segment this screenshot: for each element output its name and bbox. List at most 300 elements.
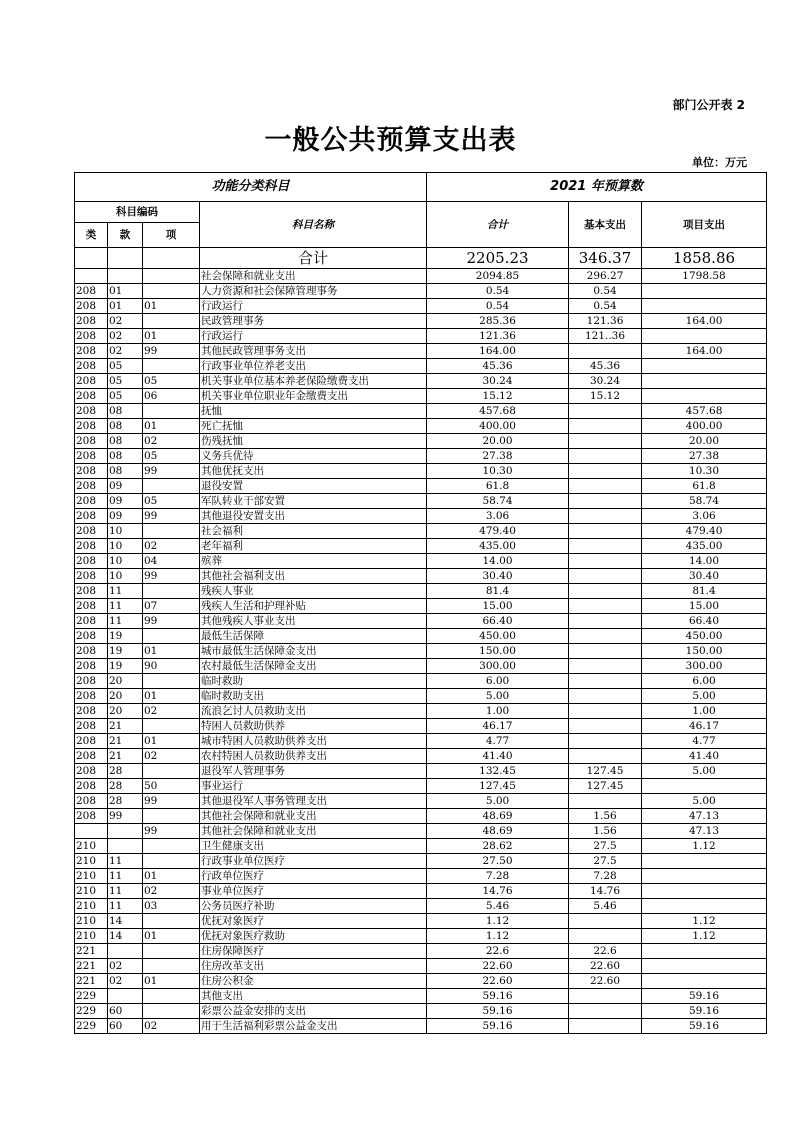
project-cell: 30.40	[642, 569, 767, 584]
project-cell	[642, 389, 767, 404]
subject-name-cell: 退役安置	[200, 479, 427, 494]
item-cell: 01	[143, 734, 200, 749]
total-cell: 27.38	[427, 449, 569, 464]
subject-name-cell: 优抚对象医疗	[200, 914, 427, 929]
basic-cell	[569, 569, 642, 584]
table-row	[75, 749, 767, 764]
total-cell: 457.68	[427, 404, 569, 419]
item-cell	[143, 944, 200, 959]
class-cell: 210	[75, 869, 108, 884]
project-cell: 61.8	[642, 479, 767, 494]
project-cell: 81.4	[642, 584, 767, 599]
item-cell	[143, 959, 200, 974]
table-row	[75, 929, 767, 944]
project-cell: 164.00	[642, 314, 767, 329]
class-cell: 208	[75, 629, 108, 644]
class-cell: 208	[75, 569, 108, 584]
table-row	[75, 629, 767, 644]
subject-name-cell: 事业运行	[200, 779, 427, 794]
project-cell: 5.00	[642, 689, 767, 704]
total-cell: 22.60	[427, 959, 569, 974]
basic-cell	[569, 689, 642, 704]
class-cell: 208	[75, 734, 108, 749]
page-title	[0, 118, 793, 157]
total-cell: 5.46	[427, 899, 569, 914]
item-cell: 01	[143, 299, 200, 314]
section-cell: 11	[108, 614, 143, 629]
total-label: 合计	[200, 248, 427, 269]
section-cell: 60	[108, 1004, 143, 1019]
total-cell: 48.69	[427, 824, 569, 839]
section-cell: 08	[108, 419, 143, 434]
project-cell: 66.40	[642, 614, 767, 629]
total-cell: 81.4	[427, 584, 569, 599]
class-cell: 208	[75, 704, 108, 719]
total-cell: 30.40	[427, 569, 569, 584]
section-cell: 19	[108, 644, 143, 659]
item-cell: 99	[143, 614, 200, 629]
class-cell: 208	[75, 344, 108, 359]
project-cell: 479.40	[642, 524, 767, 539]
item-cell: 04	[143, 554, 200, 569]
basic-cell	[569, 659, 642, 674]
section-cell: 02	[108, 959, 143, 974]
basic-cell	[569, 584, 642, 599]
project-cell	[642, 374, 767, 389]
subject-name-cell: 殡葬	[200, 554, 427, 569]
class-header: 类	[75, 223, 108, 248]
basic-cell: 15.12	[569, 389, 642, 404]
basic-cell	[569, 464, 642, 479]
total-cell: 285.36	[427, 314, 569, 329]
basic-cell: 27.5	[569, 839, 642, 854]
item-cell	[143, 674, 200, 689]
table-row	[75, 839, 767, 854]
class-cell: 208	[75, 779, 108, 794]
item-cell: 06	[143, 389, 200, 404]
total-cell: 150.00	[427, 644, 569, 659]
section-cell: 11	[108, 854, 143, 869]
total-row	[75, 248, 767, 269]
total-cell: 4.77	[427, 734, 569, 749]
section-cell	[108, 944, 143, 959]
class-cell: 208	[75, 674, 108, 689]
subject-name-cell: 残疾人事业	[200, 584, 427, 599]
section-cell: 01	[108, 284, 143, 299]
subject-name-cell: 农村特困人员救助供养支出	[200, 749, 427, 764]
subject-name-cell: 退役军人管理事务	[200, 764, 427, 779]
class-cell: 210	[75, 914, 108, 929]
section-cell	[108, 839, 143, 854]
basic-cell: 121..36	[569, 329, 642, 344]
project-cell	[642, 959, 767, 974]
subject-name-cell: 机关事业单位基本养老保险缴费支出	[200, 374, 427, 389]
section-cell: 05	[108, 374, 143, 389]
class-cell: 208	[75, 764, 108, 779]
total-cell: 22.6	[427, 944, 569, 959]
total-cell: 1.12	[427, 929, 569, 944]
class-cell: 208	[75, 749, 108, 764]
project-cell: 59.16	[642, 1019, 767, 1034]
basic-cell: 5.46	[569, 899, 642, 914]
item-cell: 05	[143, 449, 200, 464]
basic-cell	[569, 644, 642, 659]
project-cell	[642, 854, 767, 869]
basic-cell: 45.36	[569, 359, 642, 374]
class-cell: 210	[75, 839, 108, 854]
class-cell: 208	[75, 329, 108, 344]
project-cell	[642, 359, 767, 374]
total-cell: 20.00	[427, 434, 569, 449]
project-cell: 1.12	[642, 929, 767, 944]
section-cell: 11	[108, 599, 143, 614]
subject-name-cell: 其他残疾人事业支出	[200, 614, 427, 629]
section-cell: 10	[108, 569, 143, 584]
total-cell: 6.00	[427, 674, 569, 689]
basic-cell	[569, 1019, 642, 1034]
section-cell: 09	[108, 509, 143, 524]
table-row	[75, 539, 767, 554]
item-cell: 90	[143, 659, 200, 674]
basic-cell	[569, 629, 642, 644]
item-cell	[143, 359, 200, 374]
total-cell: 121.36	[427, 329, 569, 344]
total-cell: 7.28	[427, 869, 569, 884]
table-row	[75, 569, 767, 584]
class-cell: 221	[75, 944, 108, 959]
section-cell: 14	[108, 929, 143, 944]
item-cell: 02	[143, 539, 200, 554]
basic-amount: 346.37	[569, 248, 642, 269]
item-cell: 01	[143, 929, 200, 944]
item-cell	[143, 854, 200, 869]
section-cell: 09	[108, 494, 143, 509]
basic-cell	[569, 674, 642, 689]
table-row	[75, 494, 767, 509]
subject-name-cell: 民政管理事务	[200, 314, 427, 329]
class-cell: 208	[75, 509, 108, 524]
project-cell: 150.00	[642, 644, 767, 659]
subject-name-cell: 优抚对象医疗救助	[200, 929, 427, 944]
basic-cell	[569, 734, 642, 749]
subject-name-cell: 其他支出	[200, 989, 427, 1004]
project-cell: 1.12	[642, 839, 767, 854]
subject-name-cell: 伤残抚恤	[200, 434, 427, 449]
subject-code-header: 科目编码	[75, 202, 200, 223]
table-row	[75, 899, 767, 914]
section-cell: 21	[108, 749, 143, 764]
table-row	[75, 989, 767, 1004]
basic-cell: 30.24	[569, 374, 642, 389]
total-cell: 0.54	[427, 284, 569, 299]
item-cell	[143, 1004, 200, 1019]
basic-cell	[569, 614, 642, 629]
section-cell: 14	[108, 914, 143, 929]
total-cell: 66.40	[427, 614, 569, 629]
total-amount: 2205.23	[427, 248, 569, 269]
class-cell: 208	[75, 314, 108, 329]
class-cell: 208	[75, 584, 108, 599]
class-cell: 208	[75, 299, 108, 314]
project-cell: 300.00	[642, 659, 767, 674]
item-cell: 07	[143, 599, 200, 614]
section-cell: 02	[108, 314, 143, 329]
section-cell: 11	[108, 899, 143, 914]
basic-cell	[569, 434, 642, 449]
total-cell: 400.00	[427, 419, 569, 434]
total-cell: 14.76	[427, 884, 569, 899]
item-cell: 02	[143, 434, 200, 449]
section-cell: 20	[108, 704, 143, 719]
section-cell	[108, 269, 143, 284]
class-cell: 208	[75, 419, 108, 434]
basic-cell: 7.28	[569, 869, 642, 884]
project-cell: 58.74	[642, 494, 767, 509]
table-row	[75, 734, 767, 749]
total-cell: 479.40	[427, 524, 569, 539]
table-row	[75, 779, 767, 794]
total-cell: 59.16	[427, 1019, 569, 1034]
item-cell: 01	[143, 644, 200, 659]
subject-name-cell: 老年福利	[200, 539, 427, 554]
total-cell: 127.45	[427, 779, 569, 794]
subject-name-cell: 其他民政管理事务支出	[200, 344, 427, 359]
project-cell: 10.30	[642, 464, 767, 479]
subject-name-cell: 用于生活福利彩票公益金支出	[200, 1019, 427, 1034]
subject-name-cell: 人力资源和社会保障管理事务	[200, 284, 427, 299]
project-cell: 164.00	[642, 344, 767, 359]
project-cell	[642, 899, 767, 914]
subject-name-cell: 事业单位医疗	[200, 884, 427, 899]
total-cell: 14.00	[427, 554, 569, 569]
total-cell: 59.16	[427, 1004, 569, 1019]
section-cell: 08	[108, 434, 143, 449]
class-cell: 208	[75, 389, 108, 404]
section-header: 款	[108, 223, 143, 248]
func-category-header: 功能分类科目	[75, 173, 427, 202]
table-row	[75, 359, 767, 374]
subject-name-cell: 其他社会福利支出	[200, 569, 427, 584]
basic-cell	[569, 419, 642, 434]
project-cell	[642, 974, 767, 989]
total-cell: 45.36	[427, 359, 569, 374]
item-cell	[143, 269, 200, 284]
page-title-text: 一般公共预算支出表	[264, 125, 517, 156]
item-cell: 99	[143, 794, 200, 809]
section-cell: 28	[108, 764, 143, 779]
table-row	[75, 794, 767, 809]
item-cell: 99	[143, 569, 200, 584]
table-row	[75, 404, 767, 419]
project-cell: 14.00	[642, 554, 767, 569]
total-cell: 15.12	[427, 389, 569, 404]
total-cell: 0.54	[427, 299, 569, 314]
basic-cell: 22.6	[569, 944, 642, 959]
class-cell: 208	[75, 449, 108, 464]
class-cell: 208	[75, 809, 108, 824]
basic-cell	[569, 539, 642, 554]
class-cell	[75, 824, 108, 839]
basic-cell	[569, 404, 642, 419]
item-cell: 99	[143, 344, 200, 359]
table-row	[75, 824, 767, 839]
class-cell: 229	[75, 989, 108, 1004]
item-cell	[143, 764, 200, 779]
subject-name-cell: 其他退役军人事务管理支出	[200, 794, 427, 809]
subject-name-cell: 农村最低生活保障金支出	[200, 659, 427, 674]
total-cell: 15.00	[427, 599, 569, 614]
basic-cell: 0.54	[569, 284, 642, 299]
subject-name-cell: 流浪乞讨人员救助支出	[200, 704, 427, 719]
item-header: 项	[143, 223, 200, 248]
total-cell: 61.8	[427, 479, 569, 494]
project-cell	[642, 944, 767, 959]
basic-cell	[569, 1004, 642, 1019]
total-cell: 450.00	[427, 629, 569, 644]
table-row	[75, 599, 767, 614]
table-row	[75, 644, 767, 659]
table-row	[75, 524, 767, 539]
class-cell: 208	[75, 689, 108, 704]
table-row	[75, 434, 767, 449]
class-cell: 208	[75, 794, 108, 809]
project-cell: 1.00	[642, 704, 767, 719]
section-cell: 20	[108, 674, 143, 689]
table-row	[75, 719, 767, 734]
project-cell: 4.77	[642, 734, 767, 749]
item-cell: 50	[143, 779, 200, 794]
project-cell: 1798.58	[642, 269, 767, 284]
total-cell: 41.40	[427, 749, 569, 764]
subject-name-cell: 军队转业干部安置	[200, 494, 427, 509]
total-header: 合计	[427, 202, 569, 248]
class-cell: 210	[75, 884, 108, 899]
table-row	[75, 554, 767, 569]
total-cell: 2094.85	[427, 269, 569, 284]
subject-name-cell: 特困人员救助供养	[200, 719, 427, 734]
item-cell	[143, 989, 200, 1004]
table-row	[75, 419, 767, 434]
subject-name-cell: 其他退役安置支出	[200, 509, 427, 524]
header-row-2	[75, 202, 767, 223]
table-row	[75, 869, 767, 884]
item-cell	[143, 524, 200, 539]
basic-header: 基本支出	[569, 202, 642, 248]
subject-name-cell: 卫生健康支出	[200, 839, 427, 854]
project-cell: 6.00	[642, 674, 767, 689]
item-cell: 01	[143, 689, 200, 704]
project-cell	[642, 329, 767, 344]
subject-name-cell: 义务兵优待	[200, 449, 427, 464]
project-cell: 46.17	[642, 719, 767, 734]
section-cell: 19	[108, 659, 143, 674]
basic-cell: 127.45	[569, 779, 642, 794]
basic-cell: 296.27	[569, 269, 642, 284]
total-cell: 1.00	[427, 704, 569, 719]
subject-name-cell: 抚恤	[200, 404, 427, 419]
class-cell: 208	[75, 359, 108, 374]
subject-name-cell: 行政事业单位养老支出	[200, 359, 427, 374]
subject-name-cell: 临时救助支出	[200, 689, 427, 704]
section-cell: 11	[108, 869, 143, 884]
total-cell: 58.74	[427, 494, 569, 509]
section-cell: 60	[108, 1019, 143, 1034]
class-cell: 210	[75, 899, 108, 914]
table-row	[75, 449, 767, 464]
project-cell	[642, 869, 767, 884]
basic-cell	[569, 794, 642, 809]
section-cell: 21	[108, 734, 143, 749]
section-cell: 08	[108, 404, 143, 419]
class-cell: 229	[75, 1004, 108, 1019]
table-row	[75, 464, 767, 479]
item-cell	[143, 479, 200, 494]
section-cell: 08	[108, 464, 143, 479]
header-row-1	[75, 173, 767, 202]
section-cell: 28	[108, 794, 143, 809]
total-cell: 3.06	[427, 509, 569, 524]
basic-cell: 0.54	[569, 299, 642, 314]
section-cell	[108, 989, 143, 1004]
subject-name-cell: 住房保障医疗	[200, 944, 427, 959]
table-row	[75, 299, 767, 314]
table-row	[75, 1004, 767, 1019]
table-row	[75, 284, 767, 299]
table-row	[75, 374, 767, 389]
unit-label: 单位：万元	[692, 156, 747, 169]
subject-name-cell: 住房改革支出	[200, 959, 427, 974]
section-cell: 10	[108, 524, 143, 539]
item-cell: 02	[143, 884, 200, 899]
section-cell: 28	[108, 779, 143, 794]
section-cell: 10	[108, 539, 143, 554]
basic-cell: 121.36	[569, 314, 642, 329]
project-cell: 1.12	[642, 914, 767, 929]
project-cell: 27.38	[642, 449, 767, 464]
item-cell	[143, 584, 200, 599]
item-cell	[143, 404, 200, 419]
table-row	[75, 809, 767, 824]
subject-name-cell: 机关事业单位职业年金缴费支出	[200, 389, 427, 404]
total-cell: 48.69	[427, 809, 569, 824]
basic-cell: 127.45	[569, 764, 642, 779]
table-row	[75, 854, 767, 869]
table-row	[75, 269, 767, 284]
project-cell: 3.06	[642, 509, 767, 524]
project-cell: 15.00	[642, 599, 767, 614]
class-cell: 208	[75, 599, 108, 614]
class-cell: 208	[75, 374, 108, 389]
subject-name-cell: 城市特困人员救助供养支出	[200, 734, 427, 749]
class-cell: 221	[75, 959, 108, 974]
project-cell: 59.16	[642, 1004, 767, 1019]
item-cell	[143, 284, 200, 299]
project-cell: 20.00	[642, 434, 767, 449]
table-row	[75, 764, 767, 779]
class-cell: 208	[75, 479, 108, 494]
item-cell	[143, 629, 200, 644]
subject-name-cell: 公务员医疗补助	[200, 899, 427, 914]
item-cell: 99	[143, 509, 200, 524]
section-cell: 02	[108, 329, 143, 344]
class-cell: 208	[75, 719, 108, 734]
subject-name-cell: 其他社会保障和就业支出	[200, 809, 427, 824]
item-cell: 01	[143, 974, 200, 989]
item-cell	[143, 839, 200, 854]
basic-cell: 22.60	[569, 974, 642, 989]
project-cell: 5.00	[642, 794, 767, 809]
total-cell: 46.17	[427, 719, 569, 734]
